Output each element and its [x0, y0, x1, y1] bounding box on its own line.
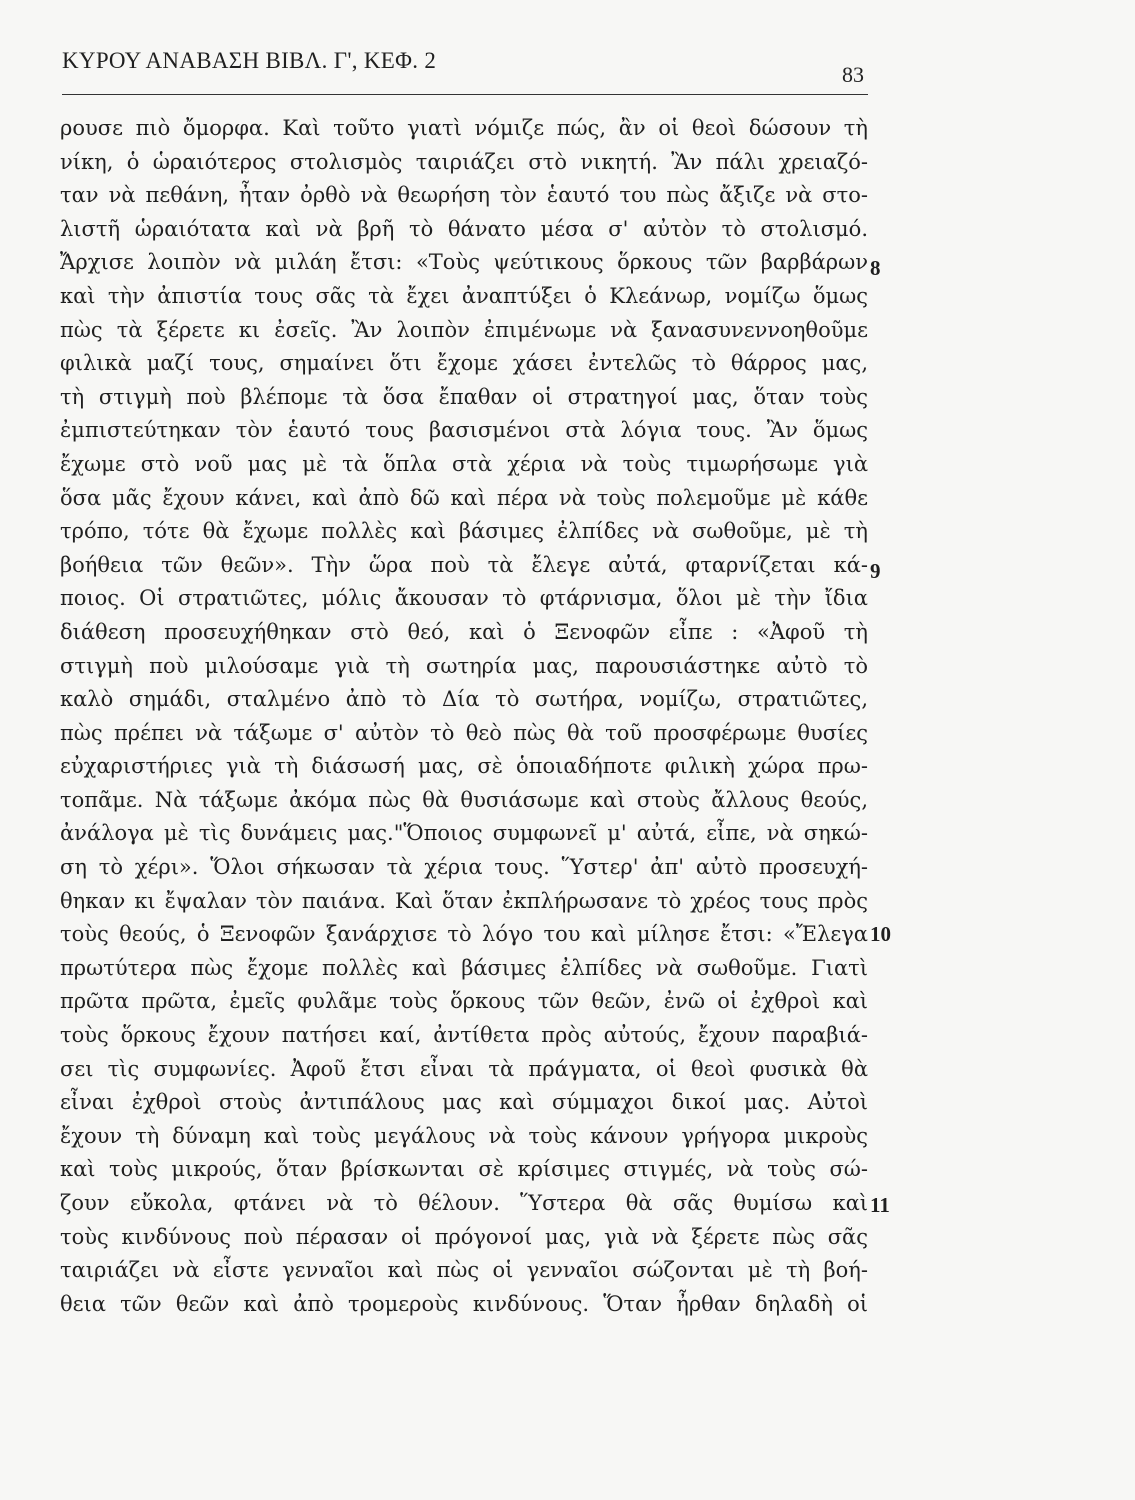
page-number: 83 — [842, 62, 864, 87]
text-line — [60, 549, 881, 583]
text-line: ἔχουν τὴ δύναμη καὶ τοὺς μεγάλους νὰ τοὺς κάνουν γρήγορα μικροὺς — [60, 1123, 868, 1148]
text-line: πὼς τὰ ξέρετε κι ἐσεῖς. Ἂν λοιπὸν ἐπιμένωμε νὰ ξανασυνεννοηθοῦμε — [60, 317, 868, 342]
text-line: ὅσα μᾶς ἔχουν κάνει, καὶ ἀπὸ δῶ καὶ πέρα νὰ τοὺς πολεμοῦμε μὲ κάθε — [60, 485, 868, 510]
text-line: φιλικὰ μαζί τους, σημαίνει ὅτι ἔχομε χάσει ἐντελῶς τὸ θάρρος μας, — [60, 351, 868, 376]
text-line: τρόπο, τότε θὰ ἔχωμε πολλὲς καὶ βάσιμες ἐλπίδες νὰ σωθοῦμε, μὲ τὴ — [60, 519, 868, 544]
text-line: σει τὶς συμφωνίες. Ἀφοῦ ἔτσι εἶναι τὰ πράγματα, οἱ θεοὶ φυσικὰ θὰ — [60, 1056, 868, 1081]
text-line: καὶ τὴν ἀπιστία τους σᾶς τὰ ἔχει ἀναπτύξει ὁ Κλεάνωρ, νομίζω ὅμως — [60, 283, 868, 308]
text-line: τὴ στιγμὴ ποὺ βλέπομε τὰ ὅσα ἔπαθαν οἱ στρατηγοί μας, ὅταν τοὺς — [60, 384, 868, 409]
text-line: τοπᾶμε. Νὰ τάξωμε ἀκόμα πὼς θὰ θυσιάσωμε καὶ στοὺς ἄλλους θεούς, — [60, 787, 868, 812]
text-line: διάθεση προσευχήθηκαν στὸ θεό, καὶ ὁ Ξενοφῶν εἶπε : «Ἀφοῦ τὴ — [60, 619, 868, 644]
running-head — [62, 42, 868, 100]
body-text — [60, 112, 891, 1321]
text-line: εὐχαριστήριες γιὰ τὴ διάσωσή μας, σὲ ὁποιαδήποτε φιλικὴ χώρα πρω- — [60, 754, 868, 779]
header-rule — [62, 94, 868, 95]
text-line: ση τὸ χέρι». Ὅλοι σήκωσαν τὰ χέρια τους. Ὕστερ' ἀπ' αὐτὸ προσευχή- — [60, 855, 868, 880]
text-line: στιγμὴ ποὺ μιλούσαμε γιὰ τὴ σωτηρία μας, παρουσιάστηκε αὐτὸ τὸ — [60, 653, 868, 678]
text-line — [60, 1187, 890, 1221]
text-line-content: βοήθεια τῶν θεῶν». Τὴν ὥρα ποὺ τὰ ἔλεγε αὐτά, φταρνίζεται κά- — [60, 552, 868, 577]
running-head-title: ΚΥΡΟΥ ΑΝΑΒΑΣΗ ΒΙΒΛ. Γ', ΚΕΦ. 2 — [62, 48, 437, 73]
text-line: πρῶτα πρῶτα, ἐμεῖς φυλᾶμε τοὺς ὅρκους τῶν θεῶν, ἐνῶ οἱ ἐχθροὶ καὶ — [60, 989, 868, 1014]
text-line: θηκαν κι ἔψαλαν τὸν παιάνα. Καὶ ὅταν ἐκπλήρωσανε τὸ χρέος τους πρὸς — [60, 888, 868, 913]
text-line: καὶ τοὺς μικρούς, ὅταν βρίσκωνται σὲ κρίσιμες στιγμές, νὰ τοὺς σώ- — [60, 1157, 868, 1182]
section-number-8: 8 — [870, 256, 881, 281]
text-line: λιστῆ ὡραιότατα καὶ νὰ βρῆ τὸ θάνατο μέσα σ' αὐτὸν τὸ στολισμό. — [60, 216, 868, 241]
text-line: ἔχωμε στὸ νοῦ μας μὲ τὰ ὅπλα στὰ χέρια νὰ τοὺς τιμωρήσωμε γιὰ — [60, 451, 868, 476]
text-line: ποιος. Οἱ στρατιῶτες, μόλις ἄκουσαν τὸ φτάρνισμα, ὅλοι μὲ τὴν ἴδια — [60, 586, 868, 611]
section-number-10: 10 — [870, 922, 891, 947]
text-line-content: Ἄρχισε λοιπὸν νὰ μιλάη ἔτσι: «Τοὺς ψεύτικους ὅρκους τῶν βαρβάρων — [60, 250, 868, 275]
text-line: πὼς πρέπει νὰ τάξωμε σ' αὐτὸν τὸ θεὸ πὼς θὰ τοῦ προσφέρωμε θυσίες — [60, 720, 868, 745]
text-line: ἀνάλογα μὲ τὶς δυνάμεις μας."Ὅποιος συμφωνεῖ μ' αὐτά, εἶπε, νὰ σηκώ- — [60, 821, 868, 846]
text-line: ρουσε πιὸ ὄμορφα. Καὶ τοῦτο γιατὶ νόμιζε πώς, ἂν οἱ θεοὶ δώσουν τὴ — [60, 116, 868, 140]
section-number-11: 11 — [870, 1193, 890, 1217]
text-line: νίκη, ὁ ὡραιότερος στολισμὸς ταιριάζει στὸ νικητή. Ἂν πάλι χρειαζό- — [60, 149, 868, 174]
text-line-content: ζουν εὔκολα, φτάνει νὰ τὸ θέλουν. Ὕστερα θὰ σᾶς θυμίσω καὶ — [60, 1191, 868, 1215]
text-line: τοὺς κινδύνους ποὺ πέρασαν οἱ πρόγονοί μας, γιὰ νὰ ξέρετε πὼς σᾶς — [60, 1224, 868, 1249]
text-line: καλὸ σημάδι, σταλμένο ἀπὸ τὸ Δία τὸ σωτήρα, νομίζω, στρατιῶτες, — [60, 687, 868, 712]
section-number-9: 9 — [870, 558, 881, 583]
text-line: ταν νὰ πεθάνη, ἦταν ὀρθὸ νὰ θεωρήση τὸν ἑαυτό του πὼς ἄξιζε νὰ στο- — [60, 183, 868, 208]
text-line: ἐμπιστεύτηκαν τὸν ἑαυτό τους βασισμένοι στὰ λόγια τους. Ἂν ὅμως — [60, 418, 868, 443]
text-line: θεια τῶν θεῶν καὶ ἀπὸ τρομεροὺς κινδύνους. Ὅταν ἦρθαν δηλαδὴ οἱ — [60, 1291, 868, 1316]
text-line: εἶναι ἐχθροὶ στοὺς ἀντιπάλους μας καὶ σύμμαχοι δικοί μας. Αὐτοὶ — [60, 1090, 868, 1115]
text-line: πρωτύτερα πὼς ἔχομε πολλὲς καὶ βάσιμες ἐλπίδες νὰ σωθοῦμε. Γιατὶ — [60, 955, 868, 980]
text-line — [60, 918, 891, 952]
text-line-content: τοὺς θεούς, ὁ Ξενοφῶν ξανάρχισε τὸ λόγο του καὶ μίλησε ἔτσι: «Ἔλεγα — [60, 922, 868, 947]
text-line — [60, 246, 881, 281]
text-line: ταιριάζει νὰ εἶστε γενναῖοι καὶ πὼς οἱ γενναῖοι σώζονται μὲ τὴ βοή- — [60, 1258, 868, 1283]
text-line: τοὺς ὅρκους ἔχουν πατήσει καί, ἀντίθετα πρὸς αὐτούς, ἔχουν παραβιά- — [60, 1023, 868, 1048]
